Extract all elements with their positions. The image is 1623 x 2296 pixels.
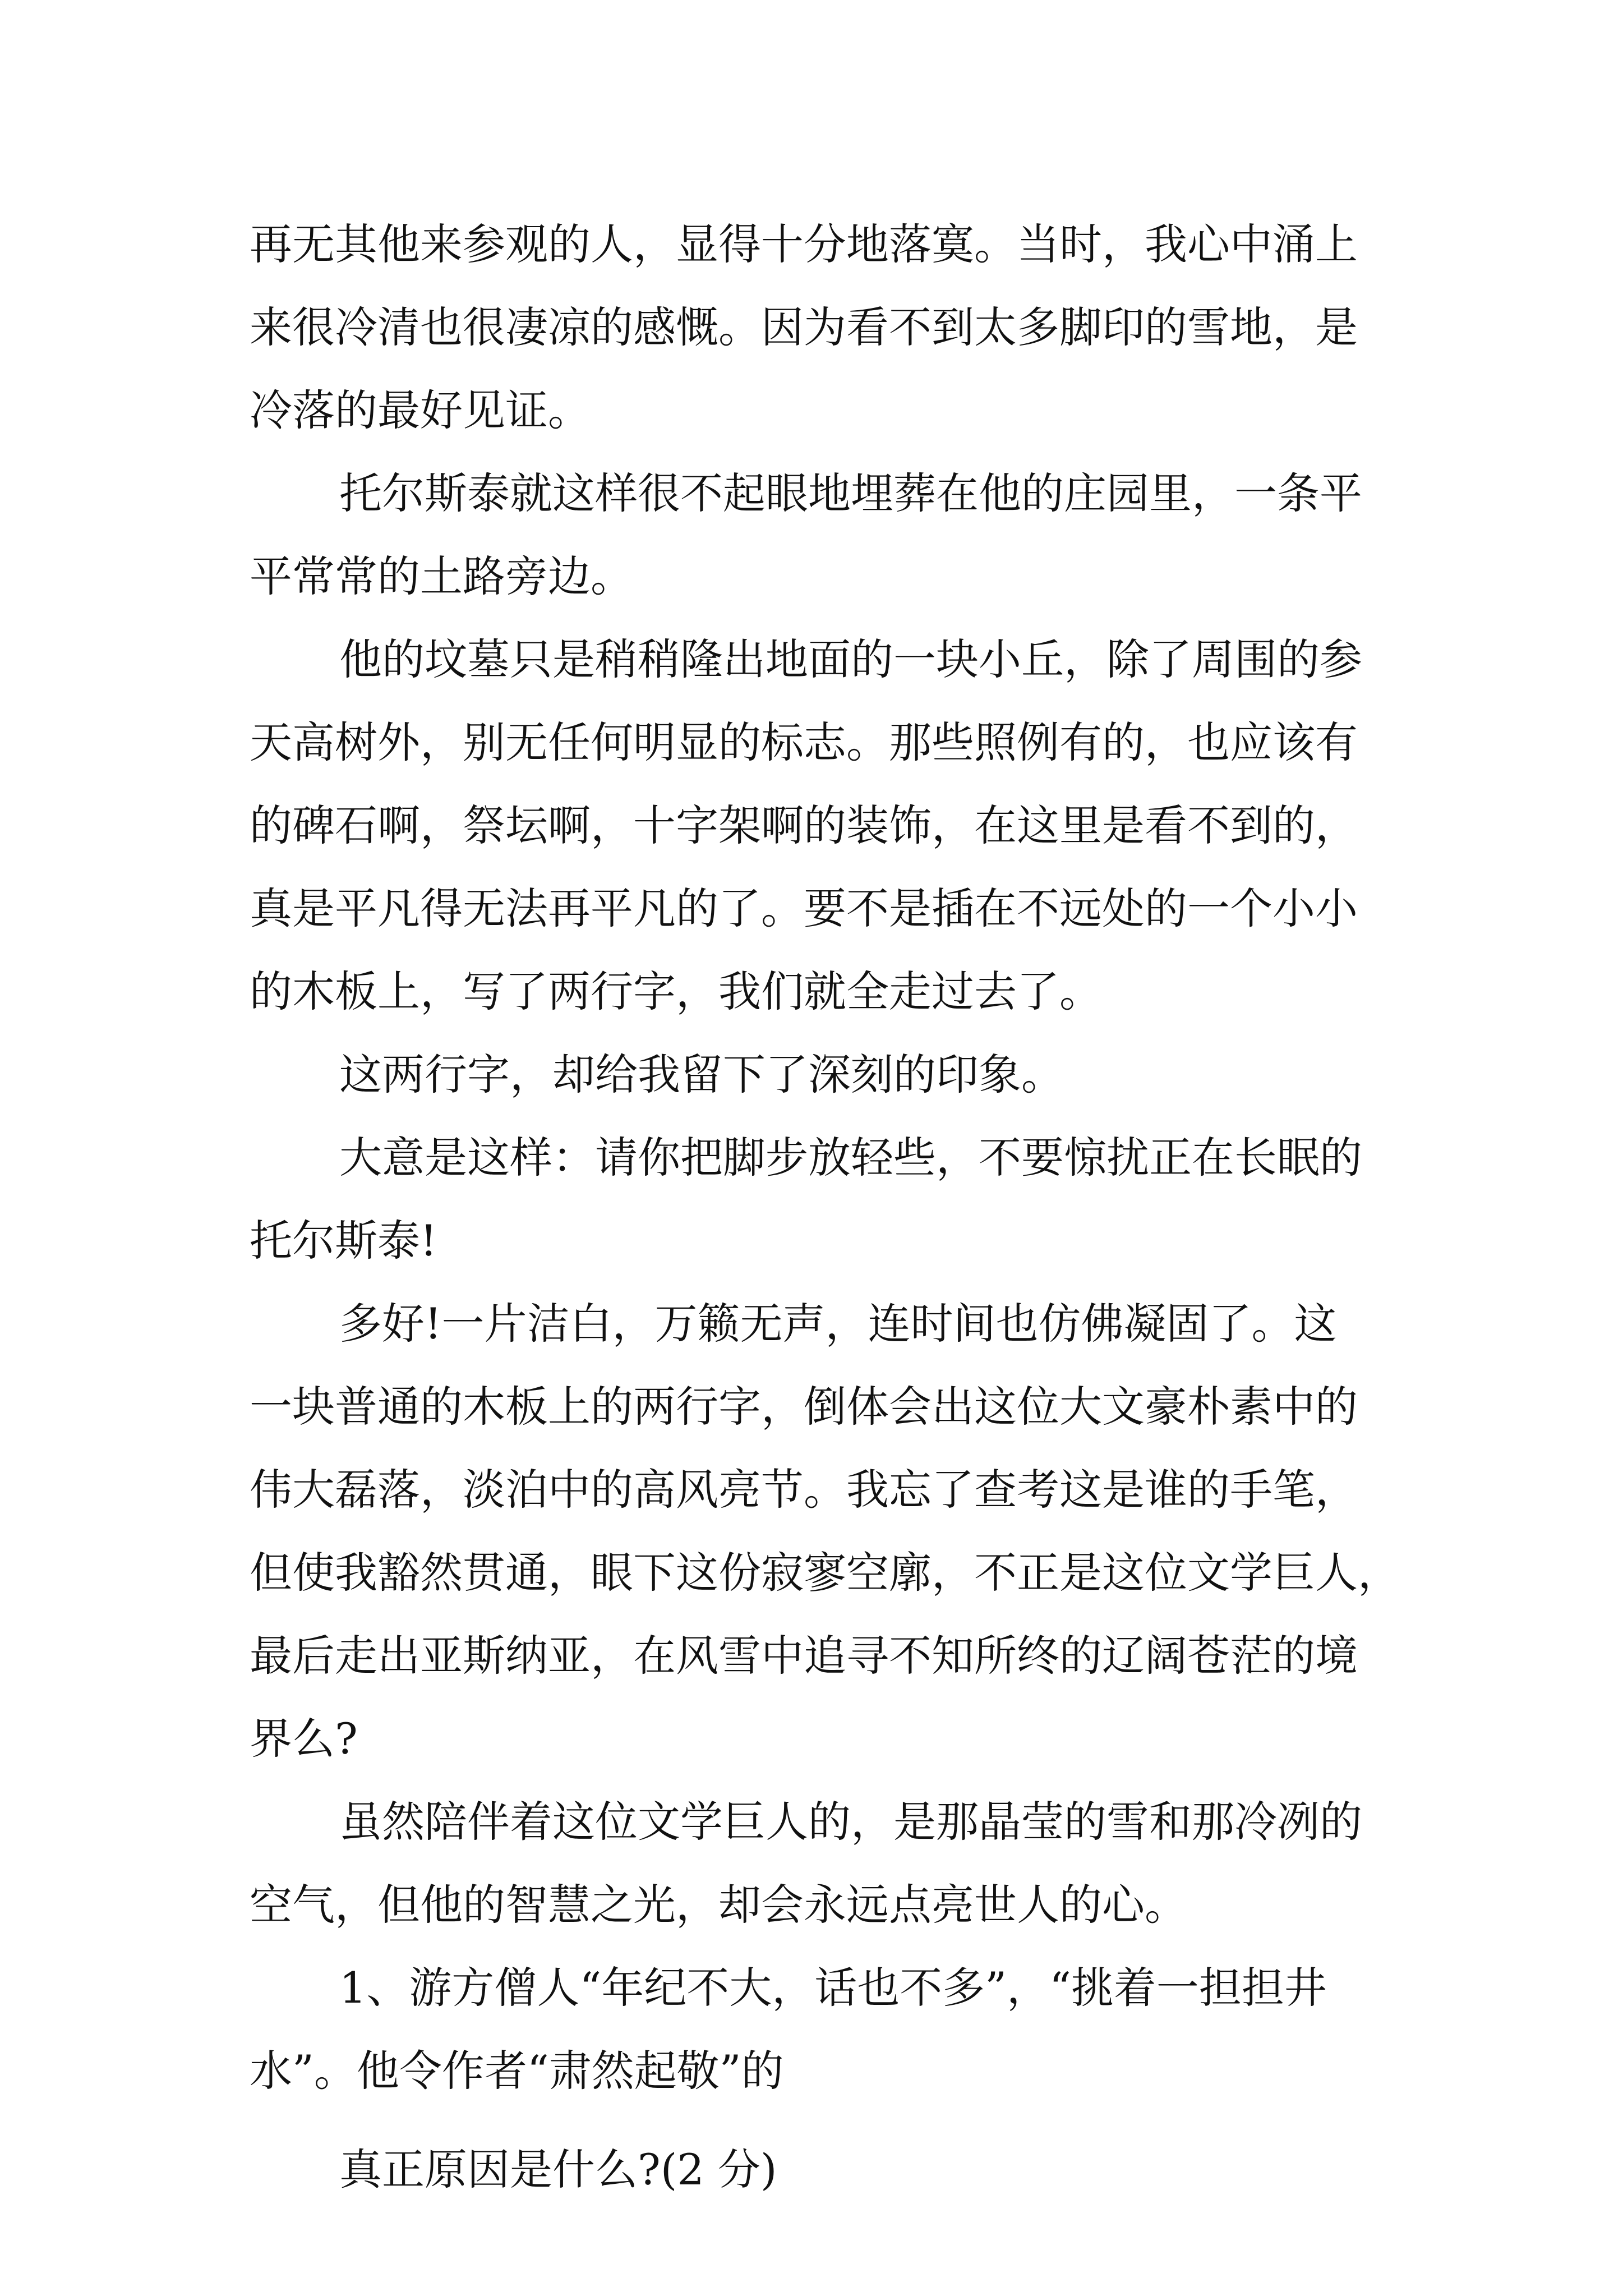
paragraph [250, 1282, 1400, 1780]
text-line: 真是平凡得无法再平凡的了。要不是插在不远处的一个小小 [250, 884, 1358, 933]
paragraph [250, 1033, 1394, 1116]
text-line: 来很冷清也很凄凉的感慨。因为看不到太多脚印的雪地，是 [250, 302, 1358, 352]
text-line: 的木板上，写了两行字，我们就全走过去了。 [250, 967, 1102, 1016]
text-line: 但使我豁然贯通，眼下这份寂寥空廓，不正是这位文学巨人， [250, 1548, 1400, 1598]
text-line: 大意是这样：请你把脚步放轻些，不要惊扰正在长眠的 [339, 1133, 1362, 1182]
text-line: 他的坟墓只是稍稍隆出地面的一块小丘，除了周围的参 [339, 634, 1362, 684]
question-paragraph [250, 1947, 1394, 2113]
text-line: 最后走出亚斯纳亚，在风雪中追寻不知所终的辽阔苍茫的境 [250, 1631, 1358, 1681]
text-line: 伟大磊落，淡泊中的高风亮节。我忘了查考这是谁的手笔， [250, 1465, 1358, 1515]
text-line: 空气，但他的智慧之光，却会永远点亮世人的心。 [250, 1880, 1187, 1930]
text-line: 托尔斯泰! [250, 1216, 437, 1266]
text-line: 冷落的最好见证。 [250, 385, 591, 435]
text-line: 一块普通的木板上的两行字，倒体会出这位大文豪朴素中的 [250, 1382, 1358, 1432]
paragraph [250, 452, 1394, 618]
text-line: 虽然陪伴着这位文学巨人的，是那晶莹的雪和那冷冽的 [339, 1797, 1362, 1847]
text-line: 多好!一片洁白，万籁无声，连时间也仿佛凝固了。这 [339, 1299, 1337, 1349]
paragraph [250, 1780, 1394, 1947]
text-line: 这两行字，却给我留下了深刻的印象。 [339, 1050, 1064, 1099]
text-line: 天高树外，别无任何明显的标志。那些照例有的，也应该有 [250, 717, 1358, 767]
text-line: 界么? [250, 1714, 358, 1764]
article-body [250, 203, 1400, 2211]
text-line: 真正原因是什么?(2 分) [339, 2145, 777, 2194]
paragraph [250, 203, 1394, 452]
text-line: 再无其他来参观的人，显得十分地落寞。当时，我心中涌上 [250, 219, 1358, 269]
text-line: 水”。他令作者“肃然起敬”的 [250, 2046, 784, 2096]
question-paragraph [250, 2128, 1394, 2211]
text-line: 1、游方僧人“年纪不大，话也不多”，“挑着一担担井 [339, 1963, 1327, 2013]
text-line: 托尔斯泰就这样很不起眼地埋葬在他的庄园里，一条平 [339, 468, 1362, 518]
text-line: 平常常的土路旁边。 [250, 551, 633, 601]
paragraph [250, 618, 1394, 1033]
text-line: 的碑石啊，祭坛啊，十字架啊的装饰，在这里是看不到的， [250, 800, 1358, 850]
paragraph [250, 1116, 1394, 1282]
